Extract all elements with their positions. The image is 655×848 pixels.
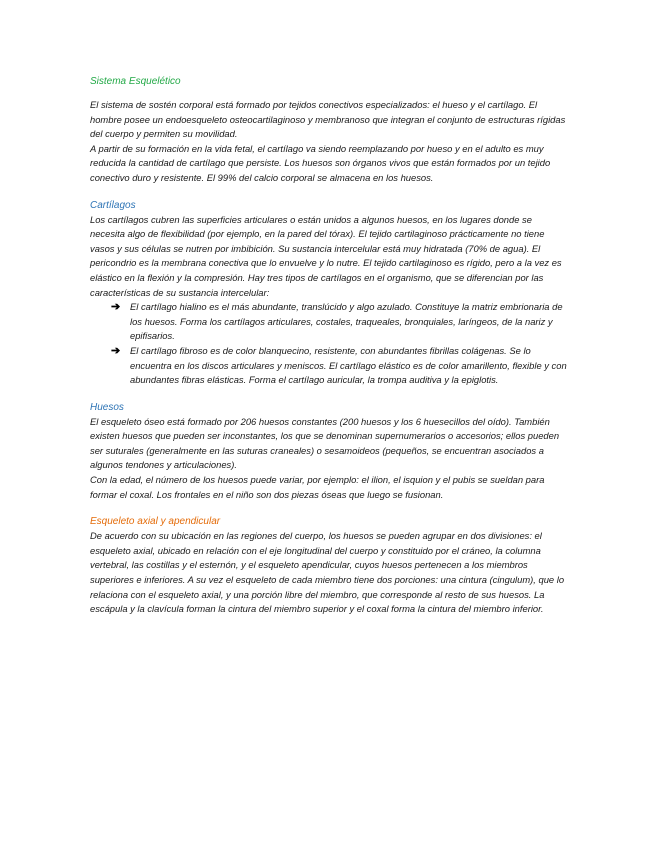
huesos-paragraph: Con la edad, el número de los huesos puede variar, por ejemplo: el ilion, el isquion y el pubis se sueldan para formar el coxal. Los frontales en el niño son dos piezas óseas que luego se fusionan. (90, 474, 545, 500)
cartilagos-paragraph: Los cartílagos cubren las superficies articulares o están unidos a algunos huesos, en los lugares donde se necesita algo de flexibilidad (por ejemplo, en la pared del tórax). El tejido cartilaginoso prácticamente no tiene vasos y sus células se nutren por imbibición. Su sustancia intercelular está muy hidratada (70% de agua). El pericondrio es la membrana conectiva que lo envuelve y lo nutre. El tejido cartilaginoso es rígido, pero a la vez es elástico en la flexión y la compresión. Hay tres tipos de cartílagos en el organismo, que se diferencian por las características de su sustancia intercelular: (90, 213, 562, 298)
spacer (90, 388, 568, 400)
esqueleto-heading: Esqueleto axial y apendicular (90, 516, 221, 528)
huesos-heading: Huesos (90, 401, 124, 413)
document-title: Sistema Esquelético (90, 76, 181, 87)
list-item (90, 344, 568, 388)
intro-paragraph: El sistema de sostén corporal está formado por tejidos conectivos especializados: el hueso y el cartílago. El hombre posee un endoesqueleto osteocartilaginoso y membranoso que integran el conjunto de estructuras rígidas del cuerpo y permiten su movilidad. (90, 99, 566, 140)
huesos-paragraph: El esqueleto óseo está formado por 206 huesos constantes (200 huesos y los 6 huesecillos del oído). También existen huesos que pueden ser inconstantes, los que se denominan supernumerarios o accesorios; ellos pueden ser suturales (generalmente en las suturas craneales) o sesamoideos (pequeños, se encuentran asociados a algunos tendones y articulaciones). (90, 415, 560, 471)
list-item-text: El cartílago hialino es el más abundante, translúcido y algo azulado. Constituye la matriz embrionaria de los huesos. Forma los cartílagos articulares, costales, traqueales, bronquiales, laríngeos, de la nariz y epifisarios. (130, 301, 563, 342)
spacer (90, 502, 568, 514)
intro-paragraph: A partir de su formación en la vida fetal, el cartílago va siendo reemplazando por hueso y en el adulto es muy reducida la cantidad de cartílago que persiste. Los huesos son órganos vivos que están formados por un tejido conectivo duro y resistente. El 99% del calcio corporal se almacena en los huesos. (90, 142, 551, 183)
cartilage-types-list (90, 300, 568, 388)
list-item-text: El cartílago fibroso es de color blanquecino, resistente, con abundantes fibrillas colágenas. Se lo encuentra en los discos articulares y meniscos. El cartílago elástico es de color amarillento, flexible y con abundantes fibras elásticas. Forma el cartílago auricular, la trompa auditiva y la epiglotis. (130, 344, 567, 386)
cartilagos-heading: Cartílagos (90, 199, 136, 211)
spacer (90, 186, 568, 198)
document-page (90, 74, 568, 617)
right-arrow-icon: ➔ (111, 301, 121, 314)
right-arrow-icon: ➔ (111, 344, 121, 357)
esqueleto-paragraph: De acuerdo con su ubicación en las regiones del cuerpo, los huesos se pueden agrupar en dos divisiones: el esqueleto axial, ubicado en relación con el eje longitudinal del cuerpo y constituido por el cráneo, la columna vertebral, las costillas y el esternón, y el esqueleto apendicular, cuyos huesos pertenecen a los miembros superiores e inferiores. A su vez el esqueleto de cada miembro tiene dos porciones: una cintura (cingulum), que lo relaciona con el esqueleto axial, y una porción libre del miembro, que corresponde al resto de sus huesos. La escápula y la clavícula forman la cintura del miembro superior y el coxal forma la cintura del miembro inferior. (90, 530, 565, 615)
list-item (90, 300, 568, 344)
spacer (90, 89, 568, 98)
